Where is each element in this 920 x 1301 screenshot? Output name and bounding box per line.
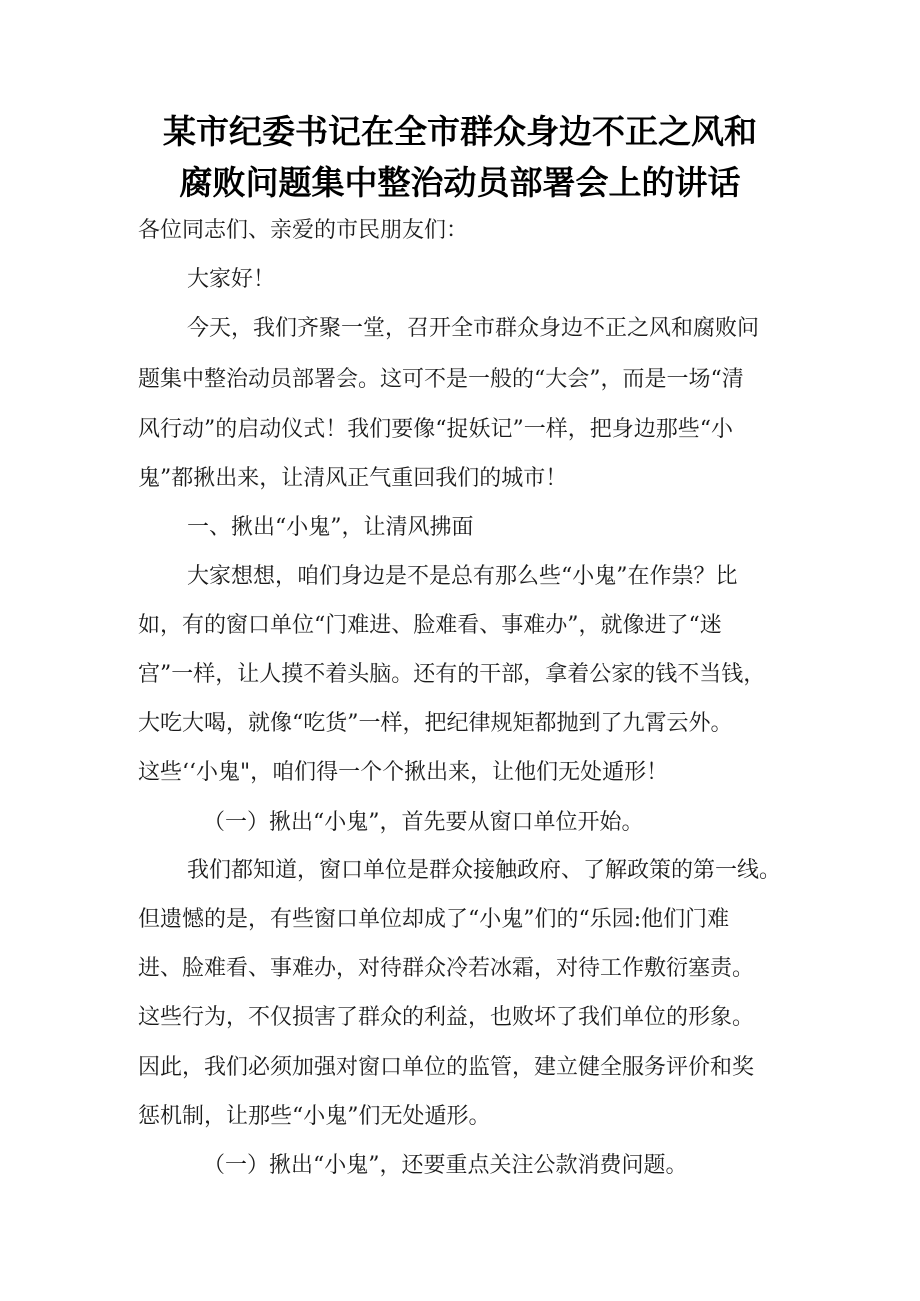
subsection-heading: （一）揪出“小鬼”，首先要从窗口单位开始。 [203,810,644,835]
greeting: 大家好！ [187,267,276,292]
paragraph-line: 进、脸难看、事难办，对待群众冷若冰霜，对待工作敷衍塞责。 [138,956,755,981]
salutation: 各位同志们、亲爱的市民朋友们： [138,218,469,243]
paragraph-line: 我们都知道，窗口单位是群众接触政府、了解政策的第一线。 [187,858,782,883]
paragraph-line: 风行动”的启动仪式！我们要像“捉妖记”一样，把身边那些“小 [138,417,733,442]
section-heading: 一、揪出“小鬼”，让清风拂面 [187,515,474,540]
paragraph-line: 因此，我们必须加强对窗口单位的监管，建立健全服务评价和奖 [138,1055,755,1080]
paragraph-line: 这些行为，不仅损害了群众的利益，也败坏了我们单位的形象。 [138,1005,755,1030]
paragraph-line: 题集中整治动员部署会。这可不是一般的“大会”，而是一场“清 [138,367,744,392]
paragraph-line: 惩机制，让那些“小鬼”们无处遁形。 [138,1104,491,1129]
paragraph-line: 大家想想，咱们身边是不是总有那么些“小鬼”在作祟？比 [187,564,738,589]
paragraph-line: 但遗憾的是，有些窗口单位却成了“小鬼”们的“乐园:他们门难 [138,907,730,932]
document-title-line-1: 某市纪委书记在全市群众身边不正之风和 [163,112,757,151]
paragraph-line: 鬼”都揪出来，让清风正气重回我们的城市！ [138,466,568,491]
paragraph-line: 宫”一样，让人摸不着头脑。还有的干部，拿着公家的钱不当钱， [138,662,766,687]
paragraph-line: 大吃大喝，就像“吃货”一样，把纪律规矩都抛到了九霄云外。 [138,711,733,736]
paragraph-line: 如，有的窗口单位“门难进、脸难看、事难办”，就像进了“迷 [138,613,722,638]
paragraph-line: 今天，我们齐聚一堂，召开全市群众身边不正之风和腐败问 [187,316,760,341]
document-title-line-2: 腐败问题集中整治动员部署会上的讲话 [179,163,741,202]
subsection-heading: （一）揪出“小鬼”，还要重点关注公款消费问题。 [203,1153,688,1178]
paragraph-line: 这些‘‘小鬼"，咱们得一个个揪出来，让他们无处遁形！ [138,760,669,785]
